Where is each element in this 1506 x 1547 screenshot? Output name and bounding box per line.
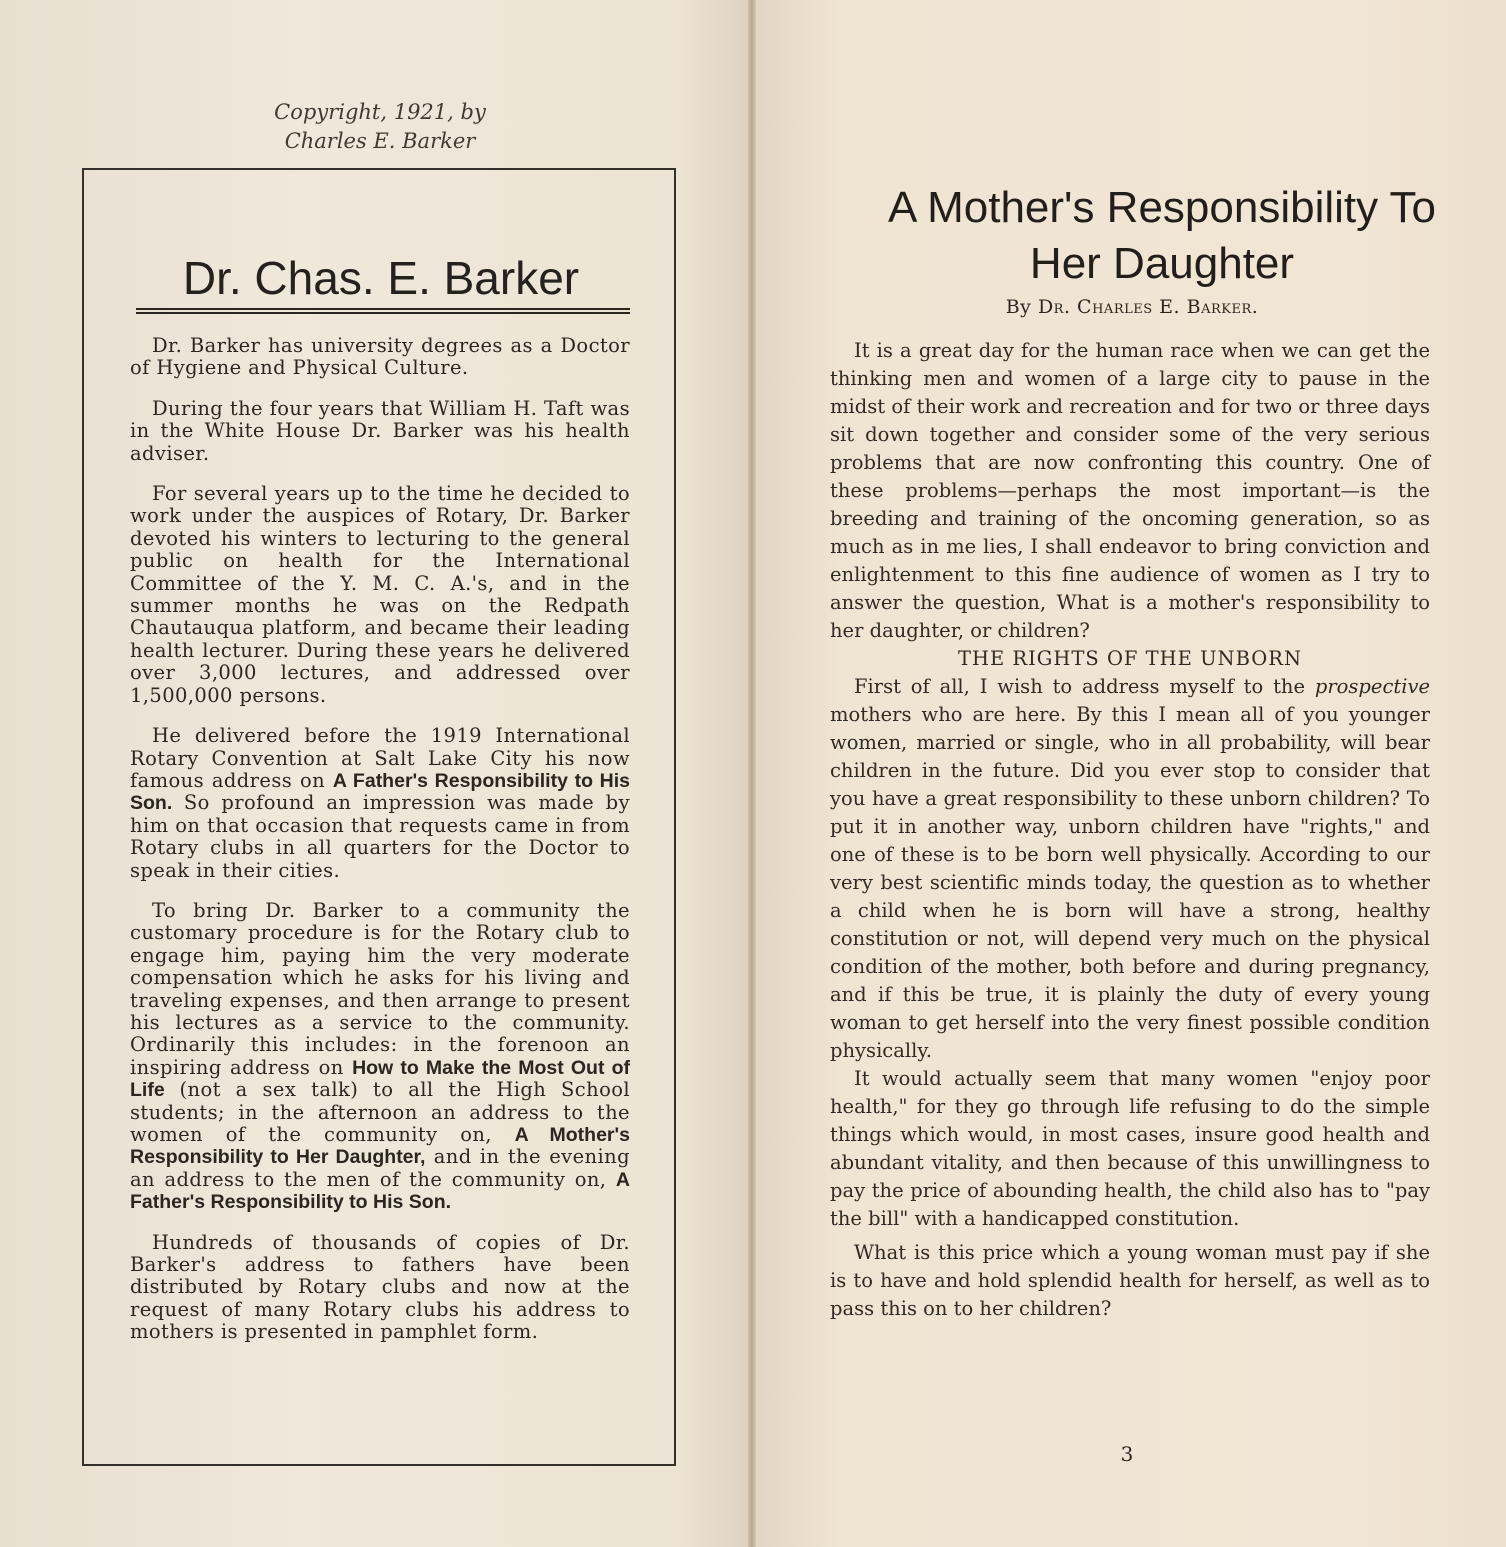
copyright-line-2: Charles E. Barker bbox=[284, 129, 476, 153]
article-paragraph-4: What is this price which a young woman must pay if she is to have and hold splendid health for herself, as well as to pass this on to her children? bbox=[830, 1241, 1430, 1320]
byline-prefix: By bbox=[1005, 296, 1032, 318]
bold-title-fathers-address: A Father's Responsibility to His Son. bbox=[130, 769, 630, 815]
copyright-notice bbox=[230, 98, 530, 156]
bold-title-mothers-address: A Mother's Responsibility to Her Daughter, bbox=[130, 1124, 630, 1169]
article-body bbox=[830, 337, 1430, 1323]
biography-title: Dr. Chas. E. Barker bbox=[182, 252, 580, 304]
copyright-line-1: Copyright, 1921, by bbox=[274, 100, 486, 124]
right-page bbox=[752, 0, 1506, 1547]
bio-paragraph-6: Hundreds of thousands of copies of Dr. Barker's address to fathers have been distributed by Rotary clubs and now at the request of many Rotary clubs his address to mothers is presented in pamphlet form. bbox=[130, 1230, 630, 1344]
bio-paragraph-4: He delivered before the 1919 International Rotary Convention at Salt Lake City his now famous address on A Father's Responsibility to His Son. So profound an impression was made by him on that occasion that requests came in from Rotary clubs in all quarters for the Doctor to speak in their cities. bbox=[130, 724, 630, 882]
page-number: 3 bbox=[1120, 1442, 1134, 1466]
bio-paragraph-5: To bring Dr. Barker to a community the customary procedure is for the Rotary club to engage him, paying him the very moderate compensation which he asks for his living and traveling expenses, and then arrange to present his lectures as a service to the community. Ordinarily this includes: in the forenoon an inspiring address on How to Make the Most Out of Life (not a sex talk) to all the High School students; in the afternoon an address to the women of the community on, A Mother's Responsibility to Her Daughter, and in the evening an address to the men of the community on, A Father's Responsibility to His Son. bbox=[130, 898, 630, 1214]
article-paragraph-1: It is a great day for the human race when we can get the thinking men and women of a large city to pause in the midst of their work and recreation and for two or three days sit down together and consider some of the very serious problems that are now confronting this country. One of these problems—perhaps the most important—is the breeding and training of the oncoming generation, so as much as in me lies, I shall endeavor to bring conviction and enlightenment to this fine audience of women as I try to answer the question, What is a mother's responsibility to her daughter, or children? bbox=[830, 339, 1430, 642]
article-title-line-1: A Mother's Responsibility To bbox=[887, 183, 1437, 232]
title-double-rule bbox=[136, 308, 630, 314]
article-title-line-2: Her Daughter bbox=[1029, 239, 1295, 288]
bold-title-fathers-address-2: A Father's Responsibility to His Son. bbox=[130, 1168, 630, 1214]
byline-author: Dr. Charles E. Barker. bbox=[1037, 296, 1259, 318]
article-title bbox=[812, 180, 1506, 292]
bio-paragraph-3: For several years up to the time he decided to work under the auspices of Rotary, Dr. Barker devoted his winters to lecturing to the general public on health for the International Committee of the Y. M. C. A.'s, and in the summer months he was on the Redpath Chautauqua platform, and became their leading health lecturer. During these years he delivered over 3,000 lectures, and addressed over 1,500,000 persons. bbox=[130, 482, 630, 707]
article-paragraph-2: First of all, I wish to address myself to the prospective mothers who are here. By this I mean all of you younger women, married or single, who in all probability, will bear children in the future. Did you ever stop to consider that you have a great responsibility to these unborn children? To put it in another way, unborn children have "rights," and one of these is to be born well physically. According to our very best scientific minds today, the question as to whether a child when he is born will have a strong, healthy constitution or not, will depend very much on the physical condition of the mother, both before and during pregnancy, and if this be true, it is plainly the duty of every young woman to get herself into the very finest possible condition physically. bbox=[830, 675, 1430, 1062]
bold-title-make-most-of-life: How to Make the Most Out of Life bbox=[130, 1056, 630, 1102]
article-paragraph-3: It would actually seem that many women "enjoy poor health," for they go through life refusing to do the simple things which would, in most cases, insure good health and abundant vitality, and then because of this unwillingness to pay the price of abounding health, the child also has to "pay the bill" with a handicapped constitution. bbox=[830, 1067, 1430, 1230]
bio-paragraph-2: During the four years that William H. Taft was in the White House Dr. Barker was his health adviser. bbox=[130, 396, 630, 465]
section-heading: THE RIGHTS OF THE UNBORN bbox=[957, 647, 1303, 670]
italic-prospective: prospective bbox=[1314, 675, 1430, 698]
byline bbox=[902, 293, 1362, 321]
biography-box bbox=[82, 168, 676, 1466]
book-spine bbox=[748, 0, 756, 1547]
biography-text bbox=[130, 335, 630, 1362]
bio-paragraph-1: Dr. Barker has university degrees as a Doctor of Hygiene and Physical Culture. bbox=[130, 334, 630, 380]
left-page bbox=[0, 0, 752, 1547]
